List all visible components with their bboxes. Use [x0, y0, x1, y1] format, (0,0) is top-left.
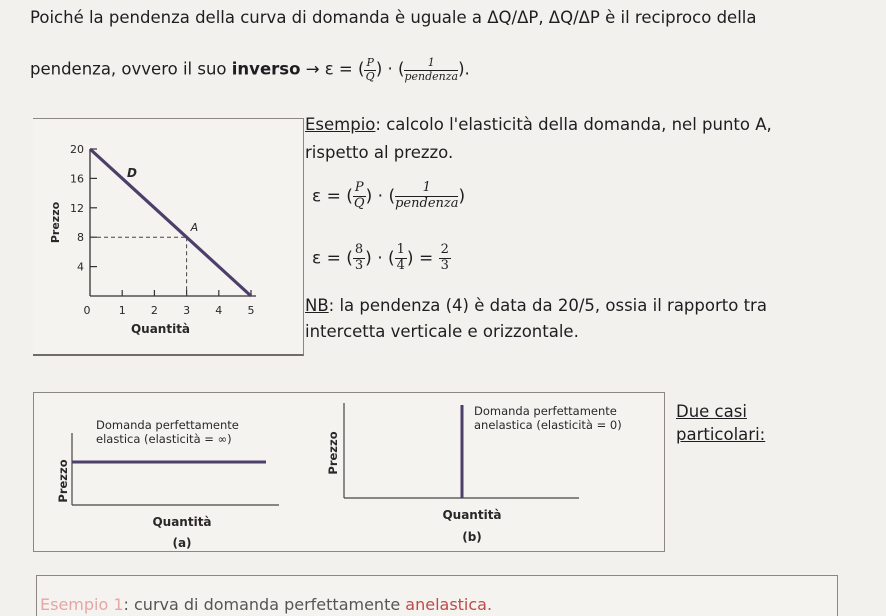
- formula-end: ).: [458, 59, 470, 79]
- formula-mid: ) · (: [375, 59, 405, 79]
- special-cases-line-1: Due casi: [676, 402, 747, 421]
- x-tick-label: 1: [118, 304, 126, 317]
- eq2-fraction-1-4: $\frac{1}{4}$: [396, 242, 405, 273]
- demand-chart-panel: [33, 118, 304, 356]
- y-tick-label: 8: [77, 231, 84, 245]
- intro-bold-inverso: inverso: [231, 59, 301, 79]
- case-a-title-2: elastica (elasticità = ∞): [96, 432, 232, 446]
- case-b-title-2: anelastica (elasticità = 0): [474, 418, 622, 432]
- special-cases-diagrams: [34, 393, 664, 551]
- x-tick-label: 0: [83, 304, 91, 317]
- intro-line-1: Poiché la pendenza della curva di domanda è uguale a ΔQ/ΔP, ΔQ/ΔP è il reciproco della: [30, 8, 757, 27]
- equation-1: ε = ( $\frac{P}{Q}$ ) · ( $\frac{1}{\text{pendenza}}$ ): [312, 180, 466, 211]
- equation-2: ε = ( $\frac{8}{3}$ ) · ( $\frac{1}{4}$ ) = $\frac{2}{3}$: [312, 242, 449, 273]
- curve-label-d: D: [127, 165, 137, 180]
- example-title: Esempio: [305, 115, 376, 134]
- case-b-ylabel: Prezzo: [326, 431, 340, 475]
- case-a-ylabel: Prezzo: [56, 459, 70, 503]
- next-example-prefix: Esempio 1: [40, 595, 124, 614]
- case-a-tag: (a): [172, 536, 192, 550]
- next-example-title: [40, 595, 492, 614]
- example-heading: [305, 115, 772, 134]
- x-tick-label: 3: [183, 304, 191, 317]
- special-cases-label: [676, 400, 765, 446]
- eq1-fraction-p-q: $\frac{P}{Q}$: [353, 180, 365, 211]
- point-label-a: A: [190, 221, 199, 235]
- eq2-result-2-3: $\frac{2}{3}$: [440, 242, 449, 273]
- fraction-1-over-pendenza: $\frac{1}{\text{pendenza}}$: [404, 56, 459, 83]
- eq1-fraction-1-pendenza: $\frac{1}{\text{pendenza}}$: [395, 180, 459, 211]
- case-b-tag: (b): [462, 530, 482, 544]
- y-tick-label: 20: [70, 143, 84, 156]
- case-b-xlabel: Quantità: [442, 508, 502, 522]
- case-a-xlabel: Quantità: [152, 515, 212, 529]
- x-tick-label: 2: [150, 304, 158, 317]
- example-title-rest: : calcolo l'elasticità della domanda, nel punto A,: [375, 115, 772, 134]
- case-a-title-1: Domanda perfettamente: [96, 418, 239, 432]
- x-tick-label: 5: [247, 304, 255, 317]
- y-axis-label: Prezzo: [49, 201, 62, 244]
- x-tick-label: 4: [215, 304, 223, 317]
- formula-prefix: → ε = (: [305, 59, 365, 79]
- case-b-title-1: Domanda perfettamente: [474, 404, 617, 418]
- x-axis-label: Quantità: [130, 322, 191, 336]
- intro-line-2: [30, 57, 470, 83]
- nb-label: NB: [305, 296, 329, 315]
- eq2-fraction-8-3: $\frac{8}{3}$: [354, 242, 364, 273]
- nb-line-1: [305, 296, 767, 315]
- nb-text: : la pendenza (4) è data da 20/5, ossia il rapporto tra: [328, 296, 767, 315]
- demand-chart: [33, 119, 303, 354]
- nb-line-2: intercetta verticale e orizzontale.: [305, 322, 579, 341]
- y-tick-label: 4: [77, 260, 84, 274]
- intro-text: pendenza, ovvero il suo: [30, 59, 232, 79]
- next-example-highlight: anelastica.: [405, 595, 493, 614]
- demand-curve: [90, 149, 251, 296]
- next-example-text: : curva di domanda perfettamente: [123, 595, 406, 614]
- fraction-p-over-q: $\frac{P}{Q}$: [365, 56, 375, 83]
- y-tick-label: 12: [70, 201, 84, 215]
- example-line-2: rispetto al prezzo.: [305, 143, 454, 162]
- special-cases-line-2: particolari:: [676, 425, 766, 445]
- special-cases-panel: [33, 392, 665, 552]
- y-tick-label: 16: [70, 172, 84, 186]
